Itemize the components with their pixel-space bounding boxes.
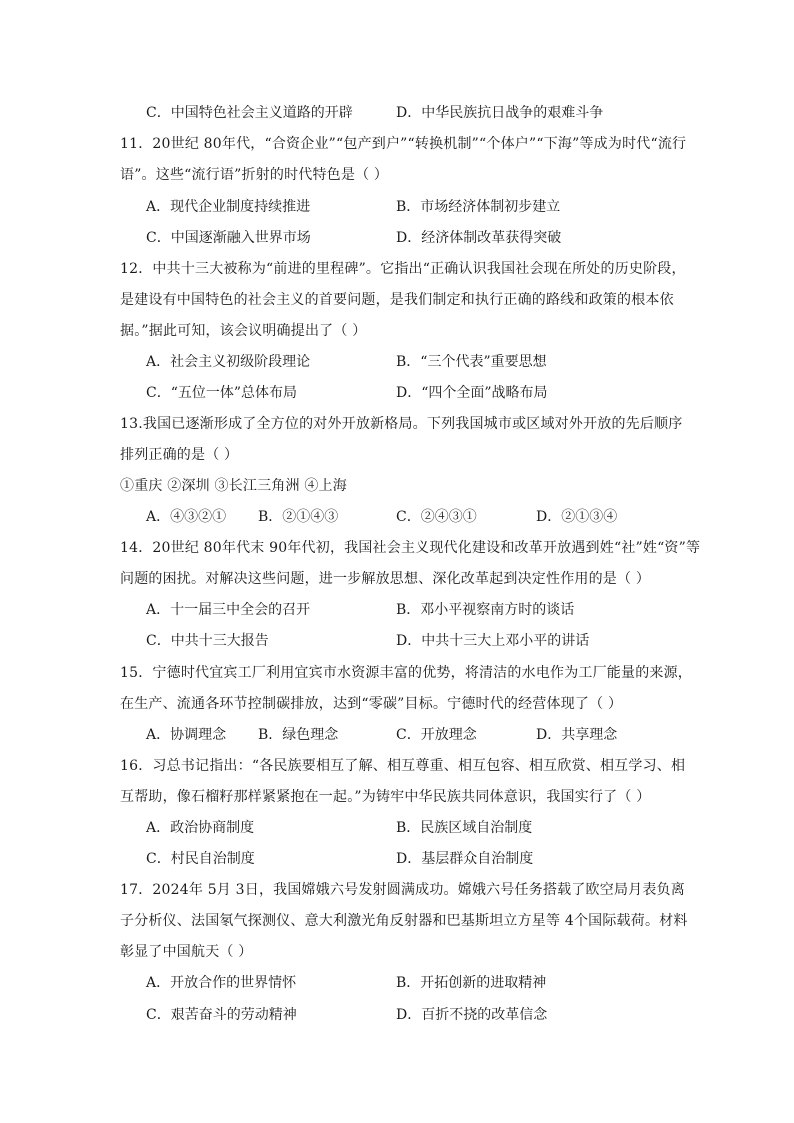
q13-option-d: D．②①③④ xyxy=(536,509,618,525)
q12-option-a: A．社会主义初级阶段理论 xyxy=(146,354,311,370)
q13-option-b: B．②①④③ xyxy=(258,509,339,525)
q12-option-c: C．“五位一体”总体布局 xyxy=(146,385,298,401)
q15-option-c: C．开放理念 xyxy=(396,727,477,743)
q12-option-d: D．“四个全面”战略布局 xyxy=(396,385,548,401)
q14-option-b: B．邓小平视察南方时的谈话 xyxy=(396,602,575,618)
q12-stem-line-1: 12．中共十三大被称为“前进的里程碑”。它指出“正确认识我国社会现在所处的历史阶段， xyxy=(120,261,686,277)
q17-stem-line-2: 子分析仪、法国氡气探测仪、意大利激光角反射器和巴基斯坦立方星等 4个国际载荷。材料 xyxy=(120,913,688,929)
q13-stem-line-1: 13.我国已逐渐形成了全方位的对外开放新格局。下列我国城市或区域对外开放的先后顺序 xyxy=(120,416,683,432)
q15-stem-line-1: 15．宁德时代宜宾工厂利用宜宾市水资源丰富的优势，将清洁的水电作为工厂能量的来源， xyxy=(120,665,693,681)
q16-option-a: A．政治协商制度 xyxy=(146,820,255,836)
q11-option-b: B．市场经济体制初步建立 xyxy=(396,199,561,215)
q15-option-d: D．共享理念 xyxy=(536,727,618,743)
q10-option-d: D．中华民族抗日战争的艰难斗争 xyxy=(396,105,604,121)
q14-option-c: C．中共十三大报告 xyxy=(146,633,269,649)
q17-option-c: C．艰苦奋斗的劳动精神 xyxy=(146,1007,297,1023)
q11-stem-line-2: 语”。这些“流行语”折射的时代特色是（ ） xyxy=(120,167,389,183)
q16-option-d: D．基层群众自治制度 xyxy=(396,851,534,867)
q17-option-d: D．百折不挠的改革信念 xyxy=(396,1007,548,1023)
q17-stem-line-1: 17．2024年 5月 3日，我国嫦娥六号发射圆满成功。嫦娥六号任务搭载了欧空局月表负离 xyxy=(120,882,685,898)
q17-option-a: A．开放合作的世界情怀 xyxy=(146,975,297,991)
q16-option-b: B．民族区域自治制度 xyxy=(396,820,533,836)
q13-option-c: C．②④③① xyxy=(396,509,477,525)
q15-stem-line-2: 在生产、流通各环节控制碳排放，达到“零碳”目标。宁德时代的经营体现了（ ） xyxy=(120,696,623,712)
q11-option-a: A．现代企业制度持续推进 xyxy=(146,199,311,215)
q16-stem-line-2: 互帮助，像石榴籽那样紧紧抱在一起。”为铸牢中华民族共同体意识，我国实行了（ ） xyxy=(120,789,651,805)
q14-option-a: A．十一届三中全会的召开 xyxy=(146,602,311,618)
q11-stem-line-1: 11．20世纪 80年代，“合资企业”“包产到户”“转换机制”“个体户”“下海”等成为时代“流行 xyxy=(120,136,687,152)
q14-stem-line-2: 问题的困扰。对解决这些问题，进一步解放思想、深化改革起到决定性作用的是（ ） xyxy=(120,571,651,587)
q12-stem-line-3: 据。”据此可知，该会议明确提出了（ ） xyxy=(120,323,367,339)
q10-option-c: C．中国特色社会主义道路的开辟 xyxy=(146,105,353,121)
q12-option-b: B．“三个代表”重要思想 xyxy=(396,354,547,370)
q13-stem-line-2: 排列正确的是（ ） xyxy=(120,447,239,463)
q12-stem-line-2: 是建设有中国特色的社会主义的首要问题，是我们制定和执行正确的路线和政策的根本依 xyxy=(120,292,674,308)
q16-stem-line-1: 16．习总书记指出：“各民族要相互了解、相互尊重、相互包容、相互欣赏、相互学习、相 xyxy=(120,758,686,774)
q11-option-c: C．中国逐渐融入世界市场 xyxy=(146,230,311,246)
q15-option-b: B．绿色理念 xyxy=(258,727,339,743)
q17-stem-line-3: 彰显了中国航天（ ） xyxy=(120,944,253,960)
q16-option-c: C．村民自治制度 xyxy=(146,851,255,867)
q13-stem-line-3: ①重庆 ②深圳 ③长江三角洲 ④上海 xyxy=(120,478,347,494)
q14-option-d: D．中共十三大上邓小平的讲话 xyxy=(396,633,590,649)
q14-stem-line-1: 14．20世纪 80年代末 90年代初，我国社会主义现代化建设和改革开放遇到姓“社”姓“资”等 xyxy=(120,540,701,556)
q17-option-b: B．开拓创新的进取精神 xyxy=(396,975,547,991)
q15-option-a: A．协调理念 xyxy=(146,727,227,743)
q13-option-a: A．④③②① xyxy=(146,509,227,525)
q11-option-d: D．经济体制改革获得突破 xyxy=(396,230,562,246)
